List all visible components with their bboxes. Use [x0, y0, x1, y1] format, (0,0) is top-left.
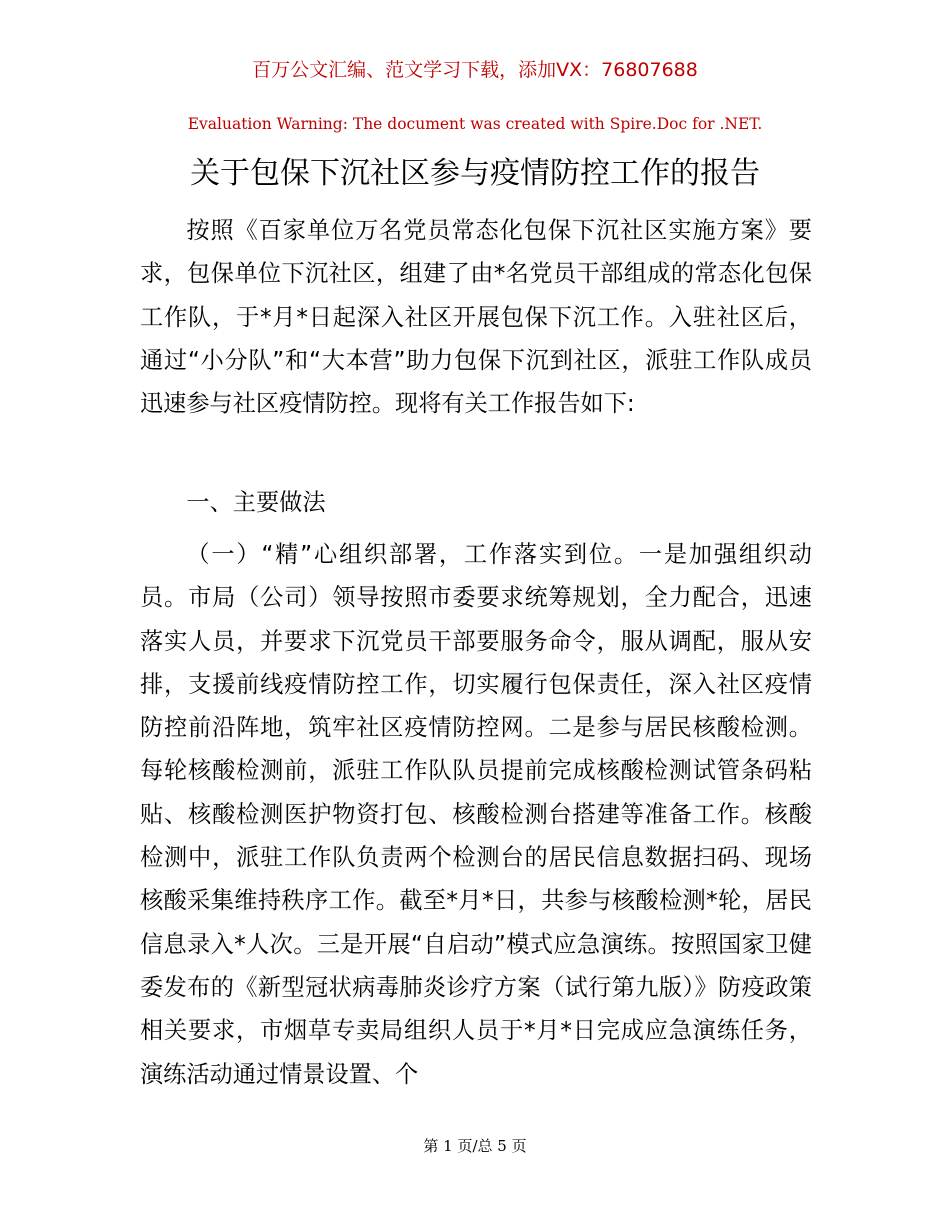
page-indicator: 第 1 页/总 5 页	[423, 1137, 527, 1155]
intro-paragraph: 按照《百家单位万名党员常态化包保下沉社区实施方案》要求，包保单位下沉社区，组建了由*名党员干部组成的常态化包保工作队，于*月*日起深入社区开展包保下沉工作。入驻社区后，通过“小分队”和“大本营”助力包保下沉到社区，派驻工作队成员迅速参与社区疫情防控。现将有关工作报告如下:	[140, 217, 812, 418]
section-heading: 一、主要做法	[186, 489, 326, 516]
section-paragraph: （一）“精”心组织部署，工作落实到位。一是加强组织动员。市局（公司）领导按照市委要求统筹规划，全力配合，迅速落实人员，并要求下沉党员干部要服务命令，服从调配，服从安排，支援前线疫情防控工作，切实履行包保责任，深入社区疫情防控前沿阵地，筑牢社区疫情防控网。二是参与居民核酸检测。每轮核酸检测前，派驻工作队队员提前完成核酸检测试管条码粘贴、核酸检测医护物资打包、核酸检测台搭建等准备工作。核酸检测中，派驻工作队负责两个检测台的居民信息数据扫码、现场核酸采集维持秩序工作。截至*月*日，共参与核酸检测*轮，居民信息录入*人次。三是开展“自启动”模式应急演练。按照国家卫健委发布的《新型冠状病毒肺炎诊疗方案（试行第九版）》防疫政策相关要求，市烟草专卖局组织人员于*月*日完成应急演练任务，演练活动通过情景设置、个	[140, 541, 812, 1088]
document-title: 关于包保下沉社区参与疫情防控工作的报告	[190, 156, 760, 191]
evaluation-warning: Evaluation Warning: The document was created with Spire.Doc for .NET.	[187, 115, 763, 133]
header-banner: 百万公文汇编、范文学习下载，添加VX：76807688	[252, 59, 698, 81]
